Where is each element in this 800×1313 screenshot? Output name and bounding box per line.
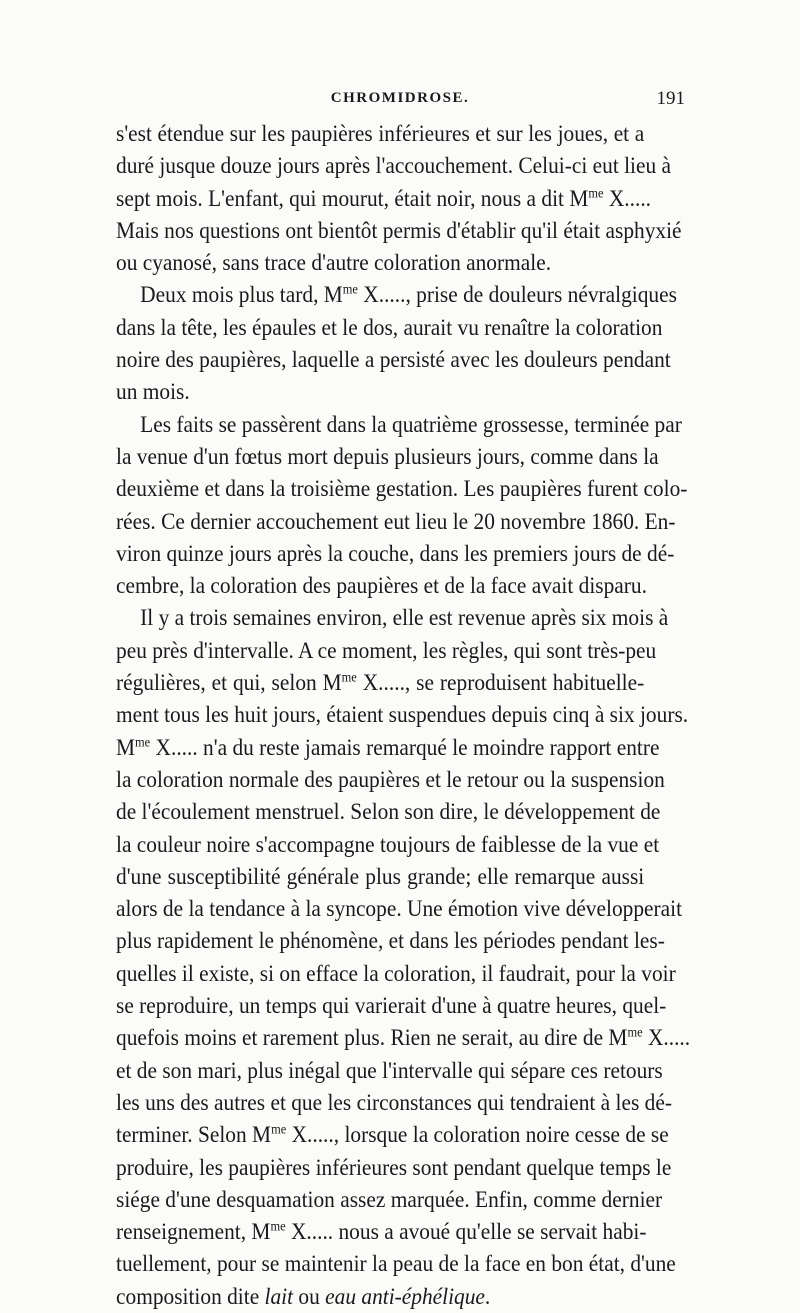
line-text: la coloration normale des paupières et le retour ou la suspension — [116, 766, 665, 792]
line-text: cembre, la coloration des paupières et de la face avait disparu. — [116, 573, 647, 599]
text-line — [116, 861, 644, 893]
line-text: Mais nos questions ont bientôt permis d'établir qu'il était asphyxié — [116, 217, 682, 243]
mme-abbreviation — [324, 282, 358, 307]
mme-base: M — [322, 670, 342, 696]
line-text: s'est étendue sur les paupières inférieures et sur les joues, et a — [116, 121, 645, 146]
text-line — [116, 183, 652, 215]
text-line — [116, 1216, 647, 1248]
text-line — [116, 732, 660, 764]
line-text: quefois moins et rarement plus. Rien ne serait, au dire de — [116, 1025, 609, 1051]
text-line — [116, 409, 682, 441]
mme-base: M — [608, 1025, 628, 1051]
text-line — [116, 1152, 672, 1184]
line-text: la venue d'un fœtus mort depuis plusieurs jours, comme dans la — [116, 443, 659, 469]
text-line — [116, 1022, 691, 1054]
mme-abbreviation — [323, 670, 357, 695]
text-line — [116, 990, 667, 1022]
text-line — [116, 1055, 663, 1087]
line-text: ment tous les huit jours, étaient suspendues depuis cinq à six jours. — [116, 702, 689, 728]
line-text: duré jusque douze jours après l'accouchement. Celui-ci eut lieu à — [116, 153, 672, 179]
line-text: d'une susceptibilité générale plus grande; elle remarque aussi — [116, 863, 645, 889]
text-line — [116, 829, 660, 861]
line-text: noire des paupières, laquelle a persisté avec les douleurs pendant — [116, 347, 671, 373]
text-line — [116, 893, 683, 925]
line-text-after: X..... n'a du reste jamais remarqué le moindre rapport entre — [150, 734, 660, 760]
text-line — [116, 764, 665, 796]
line-text: Deux mois plus tard, — [140, 282, 324, 308]
line-text: alors de la tendance à la syncope. Une émotion vive développerait — [116, 896, 683, 922]
line-text: Les faits se passèrent dans la quatrième grossesse, terminée par — [140, 411, 682, 437]
mme-superscript: me — [588, 184, 604, 200]
line-text: un mois. — [116, 379, 190, 405]
line-text: viron quinze jours après la couche, dans les premiers jours de dé- — [116, 540, 675, 566]
line-text: terminer. Selon — [116, 1122, 253, 1148]
line-text: plus rapidement le phénomène, et dans les périodes pendant les- — [116, 928, 665, 954]
line-text-after: X..... nous a avoué qu'elle se servait habi- — [285, 1219, 647, 1245]
text-line — [116, 215, 682, 247]
mme-abbreviation — [608, 1025, 642, 1050]
text-line — [116, 344, 671, 376]
line-text: de l'écoulement menstruel. Selon son dire, le développement de — [116, 799, 661, 825]
line-text: régulières, et qui, selon — [116, 670, 323, 696]
text-line — [116, 376, 644, 408]
line-text: les uns des autres et que les circonstances qui tendraient à les dé- — [116, 1089, 672, 1115]
line-text-after: X....., prise de douleurs névralgiques — [357, 282, 677, 308]
mme-superscript: me — [271, 1121, 287, 1137]
text-line — [116, 247, 644, 279]
text-line — [116, 699, 689, 731]
mme-abbreviation — [251, 1219, 285, 1244]
line-text: renseignement, — [116, 1219, 252, 1245]
text-line — [116, 1184, 663, 1216]
mme-abbreviation — [569, 186, 603, 211]
text-line — [116, 925, 665, 957]
text-line — [116, 441, 659, 473]
mme-abbreviation — [252, 1122, 286, 1147]
line-text: tuellement, pour se maintenir la peau de la face en bon état, d'une — [116, 1251, 676, 1277]
text-line — [116, 1281, 644, 1313]
line-text-after: X..... — [642, 1025, 691, 1051]
line-text: deuxième et dans la troisième gestation. Les paupières furent colo- — [116, 476, 688, 502]
mme-base: M — [251, 1219, 271, 1245]
line-text: se reproduire, un temps qui varierait d'une à quatre heures, quel- — [116, 993, 667, 1019]
text-line — [116, 796, 661, 828]
line-text-after: X....., lorsque la coloration noire cesse de se — [286, 1122, 669, 1148]
text-line — [116, 506, 676, 538]
text-line — [116, 1087, 672, 1119]
mme-base: M — [569, 185, 589, 211]
line-text: siége d'une desquamation assez marquée. Enfin, comme dernier — [116, 1186, 663, 1212]
line-text: la couleur noire s'accompagne toujours de faiblesse de la vue et — [116, 831, 660, 857]
mme-abbreviation — [116, 735, 150, 760]
text-line — [116, 1248, 676, 1280]
line-text: peu près d'intervalle. A ce moment, les règles, qui sont très-peu — [116, 637, 657, 663]
text-line — [116, 538, 675, 570]
mme-superscript: me — [342, 281, 358, 297]
line-text-after: X..... — [603, 185, 652, 211]
line-text: et de son mari, plus inégal que l'intervalle qui sépare ces retours — [116, 1057, 663, 1083]
text-line — [116, 602, 669, 634]
mme-superscript: me — [627, 1024, 643, 1040]
text-line — [116, 667, 644, 699]
line-text: rées. Ce dernier accouchement eut lieu le 20 novembre 1860. En- — [116, 508, 676, 534]
body-text — [116, 118, 691, 1313]
running-title: CHROMIDROSE. — [330, 90, 470, 106]
line-text: composition dite — [116, 1283, 265, 1309]
text-line — [116, 1119, 669, 1151]
line-text-mid: ou — [293, 1283, 326, 1309]
italic-term: eau anti-éphélique — [325, 1283, 485, 1309]
text-line — [116, 958, 676, 990]
mme-superscript: me — [270, 1218, 286, 1234]
mme-superscript: me — [341, 669, 357, 685]
line-text-end: . — [484, 1283, 491, 1309]
mme-base: M — [323, 282, 343, 308]
page-number: 191 — [656, 88, 685, 109]
mme-superscript: me — [135, 733, 151, 749]
text-line — [116, 635, 657, 667]
mme-base: M — [116, 734, 136, 760]
mme-base: M — [252, 1122, 272, 1148]
running-head — [115, 86, 685, 114]
italic-term: lait — [264, 1283, 294, 1309]
text-line — [116, 312, 663, 344]
line-text-after: X....., se reproduisent habituelle- — [356, 670, 645, 696]
line-text: sept mois. L'enfant, qui mourut, était noir, nous a dit — [116, 185, 570, 211]
text-line — [116, 473, 688, 505]
text-line — [116, 118, 644, 150]
text-line — [116, 570, 647, 602]
line-text: dans la tête, les épaules et le dos, aurait vu renaître la coloration — [116, 314, 663, 340]
text-line — [116, 150, 672, 182]
text-line — [116, 279, 677, 311]
line-text: quelles il existe, si on efface la coloration, il faudrait, pour la voir — [116, 960, 676, 986]
line-text: ou cyanosé, sans trace d'autre coloration anormale. — [116, 250, 552, 276]
line-text: Il y a trois semaines environ, elle est revenue après six mois à — [140, 605, 669, 631]
line-text: produire, les paupières inférieures sont pendant quelque temps le — [116, 1154, 672, 1180]
